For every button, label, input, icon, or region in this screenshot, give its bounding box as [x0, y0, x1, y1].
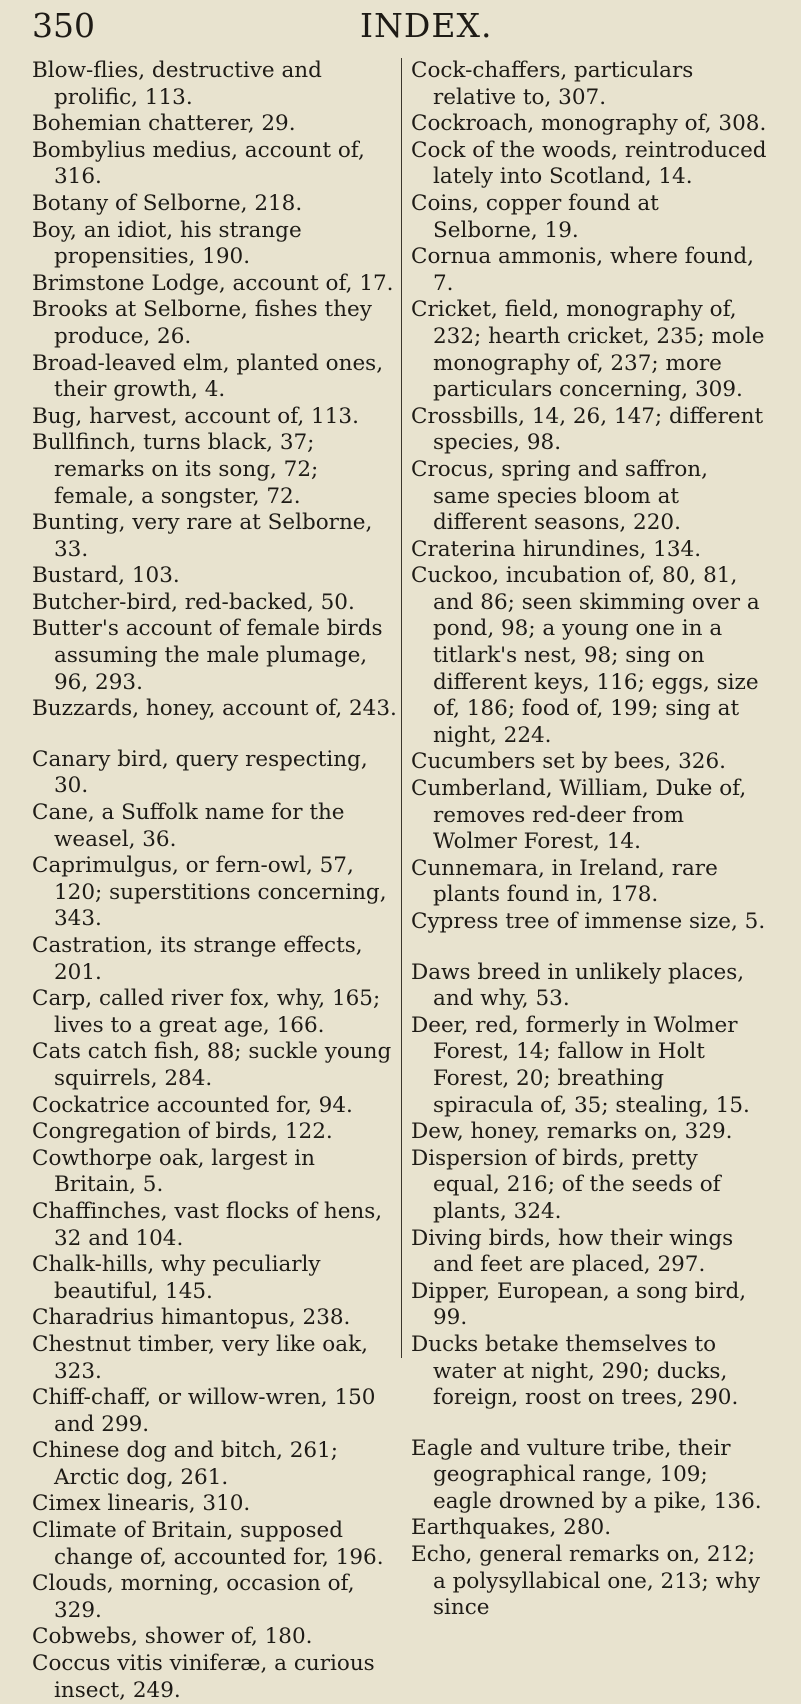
- index-entry: Cimex linearis, 310.: [32, 1491, 251, 1517]
- letter-section-gap: [411, 1412, 767, 1436]
- index-entry: Canary bird, query respecting, 30.: [32, 746, 368, 799]
- index-entry: Cockatrice accounted for, 94.: [32, 1092, 353, 1118]
- index-entry: Castration, its strange effects, 201.: [32, 933, 363, 985]
- index-entry: Botany of Selborne, 218.: [32, 190, 303, 216]
- index-entry: Bullfinch, turns black, 37; remarks on its song, 72; female, a songster, 72.: [32, 430, 319, 509]
- index-entry: Congregation of birds, 122.: [32, 1119, 333, 1145]
- index-entry: Diving birds, how their wings and feet are placed, 297.: [411, 1225, 734, 1278]
- index-entry: Blow-flies, destructive and prolific, 113.: [32, 58, 322, 110]
- index-entry: Cumberland, William, Duke of, removes red-deer from Wolmer Forest, 14.: [411, 776, 747, 855]
- index-entry: Earthquakes, 280.: [411, 1515, 612, 1541]
- index-entry: Cock of the woods, reintroduced lately into Scotland, 14.: [411, 137, 767, 190]
- index-entry: Coins, copper found at Selborne, 19.: [411, 190, 659, 243]
- right-index-column: [411, 58, 767, 1622]
- column-divider: [401, 58, 402, 1358]
- index-entry: Brooks at Selborne, fishes they produce, 26.: [32, 297, 372, 349]
- index-entry: Charadrius himantopus, 238.: [32, 1305, 351, 1331]
- index-entry: Cobwebs, shower of, 180.: [32, 1624, 313, 1650]
- letter-section-gap: [411, 936, 767, 960]
- index-entry: Craterina hirundines, 134.: [411, 536, 702, 562]
- index-entry: Cucumbers set by bees, 326.: [411, 749, 726, 775]
- index-entry: Climate of Britain, supposed change of, accounted for, 196.: [32, 1518, 384, 1570]
- index-entry: Buzzards, honey, account of, 243.: [32, 696, 397, 722]
- index-entry: Dew, honey, remarks on, 329.: [411, 1119, 733, 1145]
- index-entry: Bustard, 103.: [32, 563, 180, 589]
- index-entry: Brimstone Lodge, account of, 17.: [32, 270, 394, 296]
- index-entry: Eagle and vulture tribe, their geographical range, 109; eagle drowned by a pike, 136.: [411, 1435, 762, 1514]
- index-entry: Cricket, field, monography of, 232; hearth cricket, 235; mole monography of, 237; more particulars concerning, 309.: [411, 297, 765, 403]
- index-entry: Chinese dog and bitch, 261; Arctic dog, 261.: [32, 1438, 339, 1490]
- index-entry: Echo, general remarks on, 212; a polysyllabical one, 213; why since: [411, 1542, 761, 1621]
- index-entry: Cowthorpe oak, largest in Britain, 5.: [32, 1145, 315, 1198]
- index-entry: Boy, an idiot, his strange propensities, 190.: [32, 217, 302, 270]
- index-entry: Chaffinches, vast flocks of hens, 32 and 104.: [32, 1198, 383, 1251]
- letter-section-gap: [32, 723, 397, 747]
- index-entry: Cane, a Suffolk name for the weasel, 36.: [32, 800, 345, 852]
- running-head: INDEX.: [360, 6, 493, 45]
- index-entry: Bombylius medius, account of, 316.: [32, 137, 365, 190]
- index-entry: Dipper, European, a song bird, 99.: [411, 1278, 747, 1331]
- index-entry: Chalk-hills, why peculiarly beautiful, 145.: [32, 1252, 321, 1304]
- index-entry: Cock-chaffers, particulars relative to, 307.: [411, 58, 694, 110]
- index-entry: Bohemian chatterer, 29.: [32, 111, 296, 137]
- left-index-column: [32, 58, 397, 1704]
- index-entry: Butcher-bird, red-backed, 50.: [32, 589, 355, 615]
- index-entry: Cuckoo, incubation of, 80, 81, and 86; seen skimming over a pond, 98; a young one in a titlark's nest, 98; sing on different keys, 116; eggs, size of, 186; food of, 199; sing at night, 224.: [411, 563, 760, 748]
- index-entry: Ducks betake themselves to water at night, 290; ducks, foreign, roost on trees, 290.: [411, 1331, 739, 1411]
- index-entry: Chiff-chaff, or willow-wren, 150 and 299.: [32, 1385, 376, 1437]
- index-entry: Dispersion of birds, pretty equal, 216; of the seeds of plants, 324.: [411, 1145, 721, 1224]
- index-entry: Bunting, very rare at Selborne, 33.: [32, 510, 373, 562]
- index-entry: Cunnemara, in Ireland, rare plants found in, 178.: [411, 855, 718, 908]
- index-entry: Cypress tree of immense size, 5.: [411, 909, 766, 934]
- index-entry: Caprimulgus, or fern-owl, 57, 120; superstitions concerning, 343.: [32, 853, 387, 932]
- index-entry: Bug, harvest, account of, 113.: [32, 403, 359, 429]
- index-entry: Cockroach, monography of, 308.: [411, 111, 767, 137]
- index-entry: Crocus, spring and saffron, same species bloom at different seasons, 220.: [411, 456, 708, 536]
- index-entry: Coccus vitis viniferæ, a curious insect, 249.: [32, 1651, 375, 1703]
- index-entry: Cornua ammonis, where found, 7.: [411, 244, 754, 296]
- index-entry: Cats catch fish, 88; suckle young squirrels, 284.: [32, 1039, 392, 1091]
- index-entry: Butter's account of female birds assuming the male plumage, 96, 293.: [32, 616, 383, 695]
- index-entry: Crossbills, 14, 26, 147; different species, 98.: [411, 403, 764, 456]
- index-entry: Daws breed in unlikely places, and why, 53.: [411, 959, 745, 1012]
- index-entry: Carp, called river fox, why, 165; lives to a great age, 166.: [32, 986, 381, 1038]
- page-number: 350: [32, 6, 95, 45]
- index-entry: Chestnut timber, very like oak, 323.: [32, 1331, 368, 1384]
- index-entry: Deer, red, formerly in Wolmer Forest, 14; fallow in Holt Forest, 20; breathing spiracula of, 35; stealing, 15.: [411, 1012, 750, 1118]
- index-entry: Clouds, morning, occasion of, 329.: [32, 1571, 355, 1623]
- index-entry: Broad-leaved elm, planted ones, their growth, 4.: [32, 350, 384, 403]
